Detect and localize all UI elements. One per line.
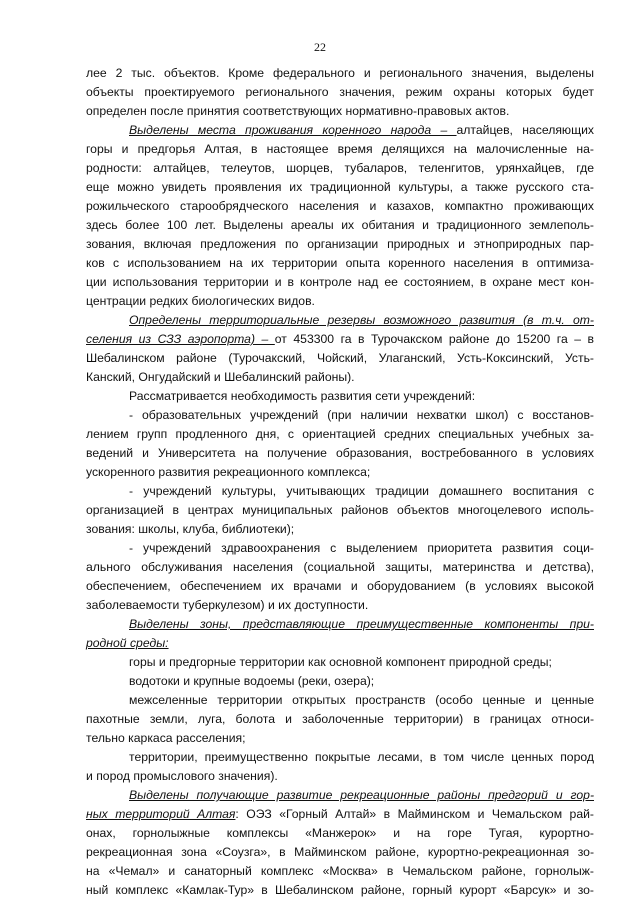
text-line — [129, 653, 580, 672]
text-line — [86, 520, 326, 539]
line-text: родности: алтайцев, телеутов, шорцев, тубаларов, теленгитов, урянхайцев, где — [86, 161, 594, 175]
section-heading-text: Выделены получающие развитие рекреационные районы предгорий и гор- — [129, 788, 594, 802]
line-text: объекты проектируемого регионального значения, режим охраны которых будет — [86, 85, 594, 99]
line-text: обеспечением, обеспечением их врачами и оборудованием (в условиях высокой — [86, 579, 594, 593]
line-text: - учреждений здравоохранения с выделением приоритета развития соци- — [129, 541, 594, 555]
line-text: горы и предгорные территории как основной компонент природной среды; — [129, 655, 552, 669]
text-line — [86, 254, 594, 273]
text-line — [86, 216, 594, 235]
line-text: лее 2 тыс. объектов. Кроме федерального и регионального значения, выделены — [86, 66, 594, 80]
text-line — [86, 729, 290, 748]
line-text: Канский, Онгудайский и Шебалинский районы). — [86, 370, 355, 384]
line-text: водотоки и крупные водоемы (реки, озера); — [129, 674, 375, 688]
line-text: горы и предгорья Алтая, в настоящее время делящихся на малочисленные на- — [86, 142, 594, 156]
line-text: рожильческого старообрядческого населения и казахов, компактно проживающих — [86, 199, 594, 213]
line-text: определен после принятия соответствующих нормативно-правовых актов. — [86, 104, 510, 118]
text-line — [129, 482, 594, 501]
text-line — [86, 368, 370, 387]
line-text: на «Чемал» и санаторный комплекс «Москва» в Чемальском районе, горнолыж- — [86, 864, 594, 878]
line-text: тельно каркаса расселения; — [86, 731, 246, 745]
line-text: рекреационная зона «Соузга», в Майминском районе, курортно-рекреационная зо- — [86, 845, 594, 859]
line-text: межселенные территории открытых пространств (особо ценные и ценные — [129, 693, 594, 707]
line-text: центрации редких биологических видов. — [86, 294, 315, 308]
text-line — [129, 786, 594, 805]
section-heading-text: родной среды: — [86, 636, 169, 650]
line-text: ускоренного развития рекреационного комплекса; — [86, 465, 371, 479]
section-heading-text: Определены территориальные резервы возможного развития (в т.ч. от- — [129, 313, 594, 327]
text-line — [86, 140, 594, 159]
line-text: от 453300 га в Турочакском районе до 15200 га – в — [274, 332, 594, 346]
text-line — [86, 330, 594, 349]
page-number: 22 — [314, 40, 326, 54]
text-line — [86, 805, 594, 824]
text-line — [86, 767, 340, 786]
text-line — [86, 824, 594, 843]
text-line — [86, 881, 594, 900]
line-text: - образовательных учреждений (при наличии нехватки школ) с восстанов- — [129, 408, 594, 422]
text-line — [129, 539, 594, 558]
text-line — [129, 748, 594, 767]
text-line — [86, 349, 594, 368]
line-text: и пород промыслового значения). — [86, 769, 278, 783]
text-line — [86, 197, 594, 216]
line-text: ведений и Университета на получение образования, востребованного в условиях — [86, 446, 594, 460]
text-line — [129, 672, 420, 691]
line-text: ции использования территории и в контроле над ее состоянием, в охране мест кон- — [86, 275, 594, 289]
line-text: ального обслуживания населения (социальной защиты, материнства и детства), — [86, 560, 594, 574]
line-text: заболеваемости туберкулезом) и их доступности. — [86, 598, 369, 612]
text-line — [86, 558, 594, 577]
text-line — [86, 634, 195, 653]
text-line — [86, 862, 594, 881]
line-text: Рассматривается необходимость развития сети учреждений: — [129, 389, 476, 403]
text-line — [86, 596, 400, 615]
line-text: - учреждений культуры, учитывающих традиции домашнего воспитания с — [129, 484, 594, 498]
text-line — [129, 691, 594, 710]
line-text: еще можно увидеть проявления их традиционной культуры, а также русского ста- — [86, 180, 594, 194]
section-heading-text: Выделены зоны, представляющие преимущественные компоненты при- — [129, 617, 594, 631]
text-line — [86, 64, 594, 83]
line-text: пахотные земли, луга, болота и заболоченные территории) в границах относи- — [86, 712, 594, 726]
section-heading-text: ных территорий Алтая — [86, 807, 236, 821]
text-line — [86, 710, 594, 729]
text-line — [86, 577, 594, 596]
line-text: зования: школы, клуба, библиотеки); — [86, 522, 295, 536]
text-line — [86, 235, 594, 254]
text-line — [86, 102, 510, 121]
text-line — [86, 178, 594, 197]
text-line — [86, 444, 594, 463]
line-text: территории, преимущественно покрытые лесами, в том числе ценных пород — [129, 750, 594, 764]
text-line — [86, 273, 594, 292]
line-text: лением групп продленного дня, с ориентацией средних специальных учебных за- — [86, 427, 594, 441]
line-text: зования, включая предложения по организации природных и этноприродных пар- — [86, 237, 594, 251]
text-line — [129, 406, 594, 425]
text-line — [129, 387, 476, 406]
text-line — [86, 425, 594, 444]
line-text: Шебалинском районе (Турочакский, Чойский, Улаганский, Усть-Коксинский, Усть- — [86, 351, 594, 365]
text-line — [86, 83, 594, 102]
text-line — [86, 843, 594, 862]
line-text: организацией в центрах муниципальных районов объектов многоцелевого исполь- — [86, 503, 594, 517]
section-heading-text: селения из СЗЗ аэропорта) – — [86, 332, 275, 346]
text-line — [86, 463, 398, 482]
text-line — [86, 292, 330, 311]
section-heading-text: Выделены места проживания коренного народа – — [129, 123, 457, 137]
line-text: : ОЭЗ «Горный Алтай» в Майминском и Чемальском рай- — [235, 807, 594, 821]
text-line — [129, 311, 594, 330]
line-text: ный комплекс «Камлак-Тур» в Шебалинском районе, горный курорт «Барсук» и зо- — [86, 883, 594, 897]
line-text: здесь более 100 лет. Выделены ареалы их обитания и традиционного землеполь- — [86, 218, 594, 232]
text-line — [129, 121, 594, 140]
text-line — [86, 159, 594, 178]
text-line — [129, 615, 594, 634]
line-text: алтайцев, населяющих — [456, 123, 594, 137]
text-line — [86, 501, 594, 520]
line-text: ков с использованием на их территории опыта коренного населения в оптимиза- — [86, 256, 594, 270]
line-text: онах, горнолыжные комплексы «Манжерок» и на горе Тугая, курортно- — [86, 826, 594, 840]
